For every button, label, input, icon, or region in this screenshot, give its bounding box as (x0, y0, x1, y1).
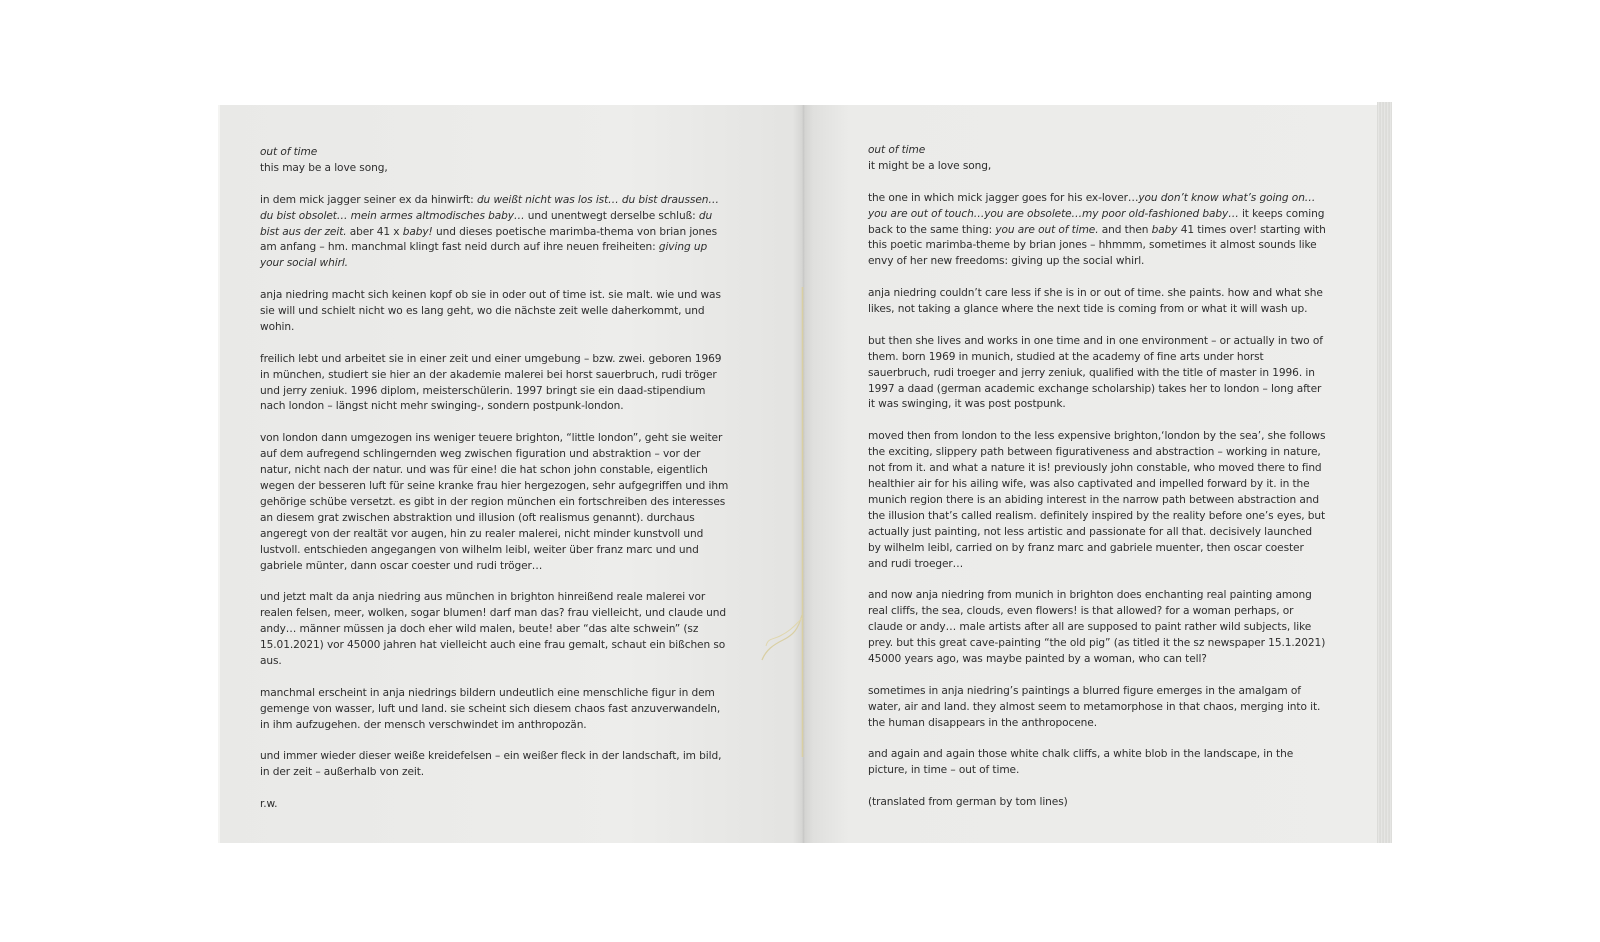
page-edges (1377, 102, 1392, 843)
text-run: aber 41 x (346, 225, 403, 238)
left-paragraph-2: anja niedring macht sich keinen kopf ob sie in oder out of time ist. sie malt. wie und was sie will und schielt nicht wo es lang geht, wo die nächste zeit welle daherkommt, und wohin. (260, 289, 721, 333)
right-paragraph-6: sometimes in anja niedring’s paintings a blurred figure emerges in the amalgam of water, air and land. they almost seem to metamorphose in that chaos, merging into it. the human disappears in the anthropocene. (868, 684, 1321, 729)
text-run: und unentwegt derselbe schluß: (524, 209, 699, 222)
text-run: und dieses poetische marimba-thema von brian jones am anfang – hm. manchmal klingt fast neid durch auf ihre neuen freiheiten: (260, 225, 718, 254)
right-page-subtitle: it might be a love song, (868, 159, 992, 172)
right-page (803, 105, 1377, 843)
text-run: in dem mick jagger seiner ex da hinwirft: (260, 193, 477, 206)
text-run: it keeps coming back to the same thing: (868, 207, 1325, 236)
left-paragraph-6: manchmal erscheint in anja niedrings bildern undeutlich eine menschliche figur in dem gemenge von wasser, luft und land. sie scheint sich diesem chaos fast anzuverwandeln, in ihm aufzugehen. der mensch verschwindet im anthropozän. (260, 686, 721, 731)
open-booklet (218, 105, 1392, 843)
right-paragraph-5: and now anja niedring from munich in brighton does enchanting real painting among real cliffs, the sea, clouds, even flowers! is that allowed? for a woman perhaps, or claude or andy… male artists after all are supposed to paint rather wild subjects, like prey. but this great cave-painting “the old pig” (as titled it the sz newspaper 15.1.2021) 45000 years ago, was maybe painted by a woman, who can tell? (868, 589, 1326, 665)
text-run: and then (1098, 223, 1152, 236)
thread-knot (738, 610, 808, 670)
english-text (868, 143, 1326, 827)
right-paragraph-4: moved then from london to the less expensive brighton,‘london by the sea’, she follows the exciting, slippery path between figurativeness and abstraction – working in nature, not from it. and what a nature it is! previously john constable, who moved there to find healthier air for his ailing wife, was also captivated and impelled forward by it. in the munich region there is an abiding interest in the narrow path between abstraction and the illusion that’s called realism. definitely inspired by the reality before one’s eyes, but actually just painting, not less artistic and passionate for all that. decisively launched by wilhelm leibl, carried on by franz marc and gabriele muenter, then oscar coester and rudi troeger… (868, 430, 1326, 570)
binding-thread (801, 287, 804, 757)
left-paragraph-1 (260, 193, 730, 273)
left-paragraph-7: und immer wieder dieser weiße kreidefelsen – ein weißer fleck in der landschaft, im bild, in der zeit – außerhalb von zeit. (260, 750, 722, 779)
left-page (218, 105, 803, 843)
text-run: 41 times over! starting with this poetic marimba-theme by brian jones – hhmmm, sometimes it almost sounds like envy of her new freedoms: giving up the social whirl. (868, 223, 1326, 268)
right-paragraph-1 (868, 191, 1326, 271)
italic-run: you don’t know what’s going on…you are out of touch…you are obsolete…my poor old-fashioned baby… (868, 191, 1316, 220)
right-paragraph-2: anja niedring couldn’t care less if she is in or out of time. she paints. how and what she likes, not taking a glance where the next tide is coming from or what it will wash up. (868, 287, 1323, 316)
italic-run: you are out of time. (995, 223, 1099, 236)
italic-run: baby! (402, 225, 433, 238)
italic-run: baby (1151, 223, 1178, 236)
left-page-title: out of time (260, 146, 318, 158)
signature: r.w. (260, 798, 278, 811)
right-page-title: out of time (868, 144, 926, 156)
left-paragraph-4: von london dann umgezogen ins weniger teuere brighton, “little london”, geht sie weiter auf dem aufregend schlingernden weg zwischen figuration und abstraktion – vor der natur, nicht nach der natur. und was für eine! die hat schon john constable, eigentlich wegen der besseren luft für seine kranke frau hier hergezogen, sehr aufgegriffen und ihm gehörige schübe versetzt. es gibt in der region münchen ein fortschreiben des interesses an diesem grat zwischen abstraktion und illusion (oft realismus genannt). durchaus angeregt von der realtät vor augen, hin zu realer malerei, nicht minder kunstvoll und lustvoll. entschieden angegangen von wilhelm leibl, weiter über franz marc und und gabriele münter, dann oscar coester und rudi tröger… (260, 432, 729, 572)
right-paragraph-7: and again and again those white chalk cliffs, a white blob in the landscape, in the picture, in time – out of time. (868, 748, 1294, 777)
translation-credit: (translated from german by tom lines) (868, 796, 1068, 809)
left-paragraph-5: und jetzt malt da anja niedring aus münchen in brighton hinreißend reale malerei vor realen felsen, meer, wolken, sogar blumen! darf man das? frau vielleicht, und claude und andy… männer müssen ja doch eher wild malen, beute! aber “das alte schwein” (sz 15.01.2021) vor 45000 jahren hat vielleicht auch eine frau gemalt, schaut ein bißchen so aus. (260, 591, 727, 667)
right-paragraph-3: but then she lives and works in one time and in one environment – or actually in two of them. born 1969 in munich, studied at the academy of fine arts under horst sauerbruch, rudi troeger and jerry zeniuk, qualified with the title of master in 1996. in 1997 a daad (german academic exchange scholarship) takes her to london – long after it was swinging, it was post postpunk. (868, 334, 1323, 411)
italic-run: du weißt nicht was los ist… du bist draussen… du bist obsolet… mein armes altmodisches baby… (260, 193, 719, 222)
left-page-subtitle: this may be a love song, (260, 161, 388, 174)
italic-run: du bist aus der zeit. (260, 209, 713, 238)
left-paragraph-3: freilich lebt und arbeitet sie in einer zeit und einer umgebung – bzw. zwei. geboren 1969 in münchen, studiert sie hier an der akademie malerei bei horst sauerbruch, rudi tröger und jerry zeniuk. 1996 diplom, meisterschülerin. 1997 bringt sie ein daad-stipendium nach london – längst nicht mehr swinging-, sondern postpunk-london. (260, 352, 722, 413)
german-text (260, 145, 730, 829)
italic-run: giving up your social whirl. (260, 241, 708, 270)
text-run: the one in which mick jagger goes for his ex-lover… (868, 191, 1139, 204)
